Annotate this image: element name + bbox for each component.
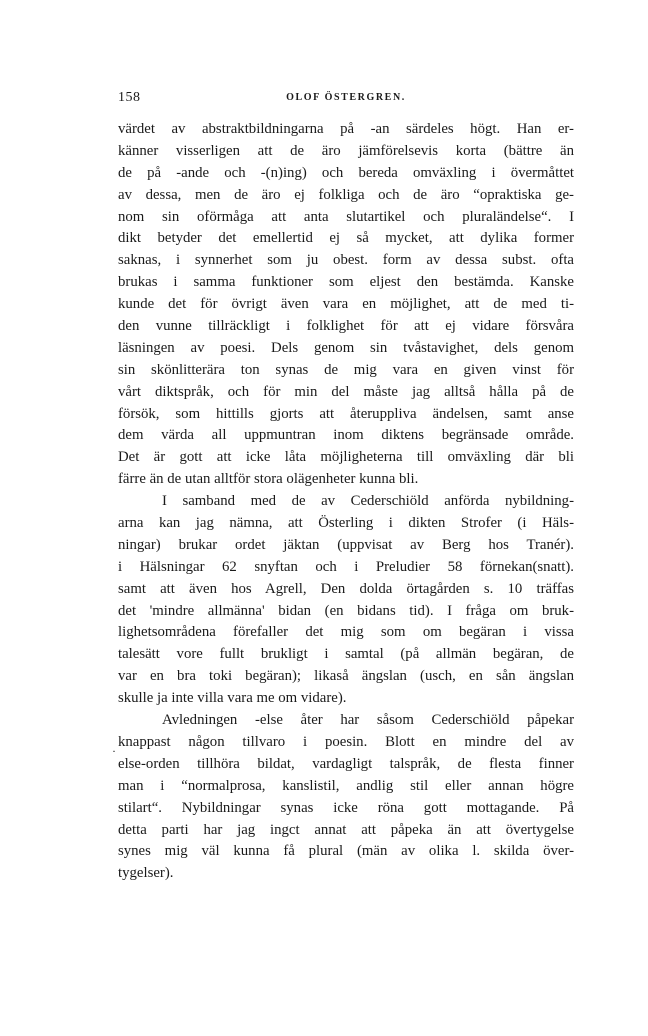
text-line: else-orden tillhöra bildat, vardagligt talspråk, de flesta finner — [118, 755, 574, 772]
text-line: talesätt vore fullt brukligt i samtal (på allmän begäran, de — [118, 646, 574, 663]
text-line: vårt diktspråk, och för min del måste jag alltså hålla på de — [118, 383, 574, 400]
text-line: Det är gott att icke låta möjligheterna till omväxling där bli — [118, 449, 574, 466]
page-header — [118, 90, 574, 110]
text-line: sin skönlitterära ton synas de mig vara en given vinst för — [118, 361, 574, 378]
text-line: ningar) brukar ordet jäktan (uppvisat av Berg hos Tranér). — [118, 536, 574, 553]
text-line: försök, som hittills gjorts att återuppliva ändelsen, samt anse — [118, 405, 574, 422]
text-line: arna kan jag nämna, att Österling i dikten Strofer (i Häls- — [118, 515, 574, 532]
text-line: nom sin oförmåga att anta slutartikel och pluraländelse“. I — [118, 208, 574, 225]
text-line: känner visserligen att de äro jämförelsevis korta (bättre än — [118, 142, 574, 159]
text-line: I samband med de av Cederschiöld anförda nybildning- — [162, 493, 574, 510]
text-line: synes mig väl kunna få plural (män av olika l. skilda över- — [118, 843, 574, 860]
text-line: skulle ja inte villa vara me om vidare). — [118, 690, 347, 707]
text-line: dikt betyder det emellertid ej så mycket, att dylika former — [118, 230, 574, 247]
text-line: man i “normalprosa, kanslistil, andlig stil eller annan högre — [118, 777, 574, 794]
text-line: kunde det för övrigt även vara en möjlighet, att de med ti- — [118, 296, 574, 313]
text-line: stilart“. Nybildningar synas icke röna gott mottagande. På — [118, 799, 574, 816]
text-line: färre än de utan alltför stora olägenheter kunna bli. — [118, 471, 419, 488]
body-text — [118, 119, 574, 885]
margin-mark: · — [112, 744, 116, 758]
text-line: den vunne tillräckligt i folklighet för att ej vidare försvåra — [118, 318, 574, 335]
text-line: av dessa, men de äro ej folkliga och de äro “opraktiska ge- — [118, 186, 574, 203]
text-line: lighetsområdena förefaller det mig som om begäran i vissa — [118, 624, 574, 641]
text-line: värdet av abstraktbildningarna på -an särdeles högt. Han er- — [118, 121, 574, 137]
text-line: Avledningen -else åter har såsom Cederschiöld påpekar — [162, 712, 574, 729]
page-number: 158 — [118, 90, 141, 105]
text-line: saknas, i synnerhet som ju obest. form av dessa subst. ofta — [118, 252, 574, 269]
text-line: samt att även hos Agrell, Den dolda örtagården s. 10 träffas — [118, 580, 574, 597]
text-line: det 'mindre allmänna' bidan (en bidans tid). I fråga om bruk- — [118, 602, 574, 619]
running-head: OLOF ÖSTERGREN. — [286, 92, 406, 103]
text-line: detta parti har jag ingct annat att påpeka än att övertygelse — [118, 821, 574, 838]
text-line: i Hälsningar 62 snyftan och i Preludier 58 förnekan(snatt). — [118, 558, 574, 575]
text-line: var en bra toki begäran); likaså ängslan (usch, en sån ängslan — [118, 668, 574, 685]
text-line: brukas i samma funktioner som eljest den bestämda. Kanske — [118, 274, 574, 291]
text-line: dem värda all uppmuntran inom diktens begränsade område. — [118, 427, 574, 444]
text-line: knappast någon tillvaro i poesin. Blott en mindre del av — [118, 733, 574, 750]
text-line: läsningen av poesi. Dels genom sin tvåstavighet, dels genom — [118, 339, 574, 356]
text-line: tygelser). — [118, 865, 174, 882]
text-line: de på -ande och -(n)ing) och bereda omväxling i övermåttet — [118, 164, 574, 181]
